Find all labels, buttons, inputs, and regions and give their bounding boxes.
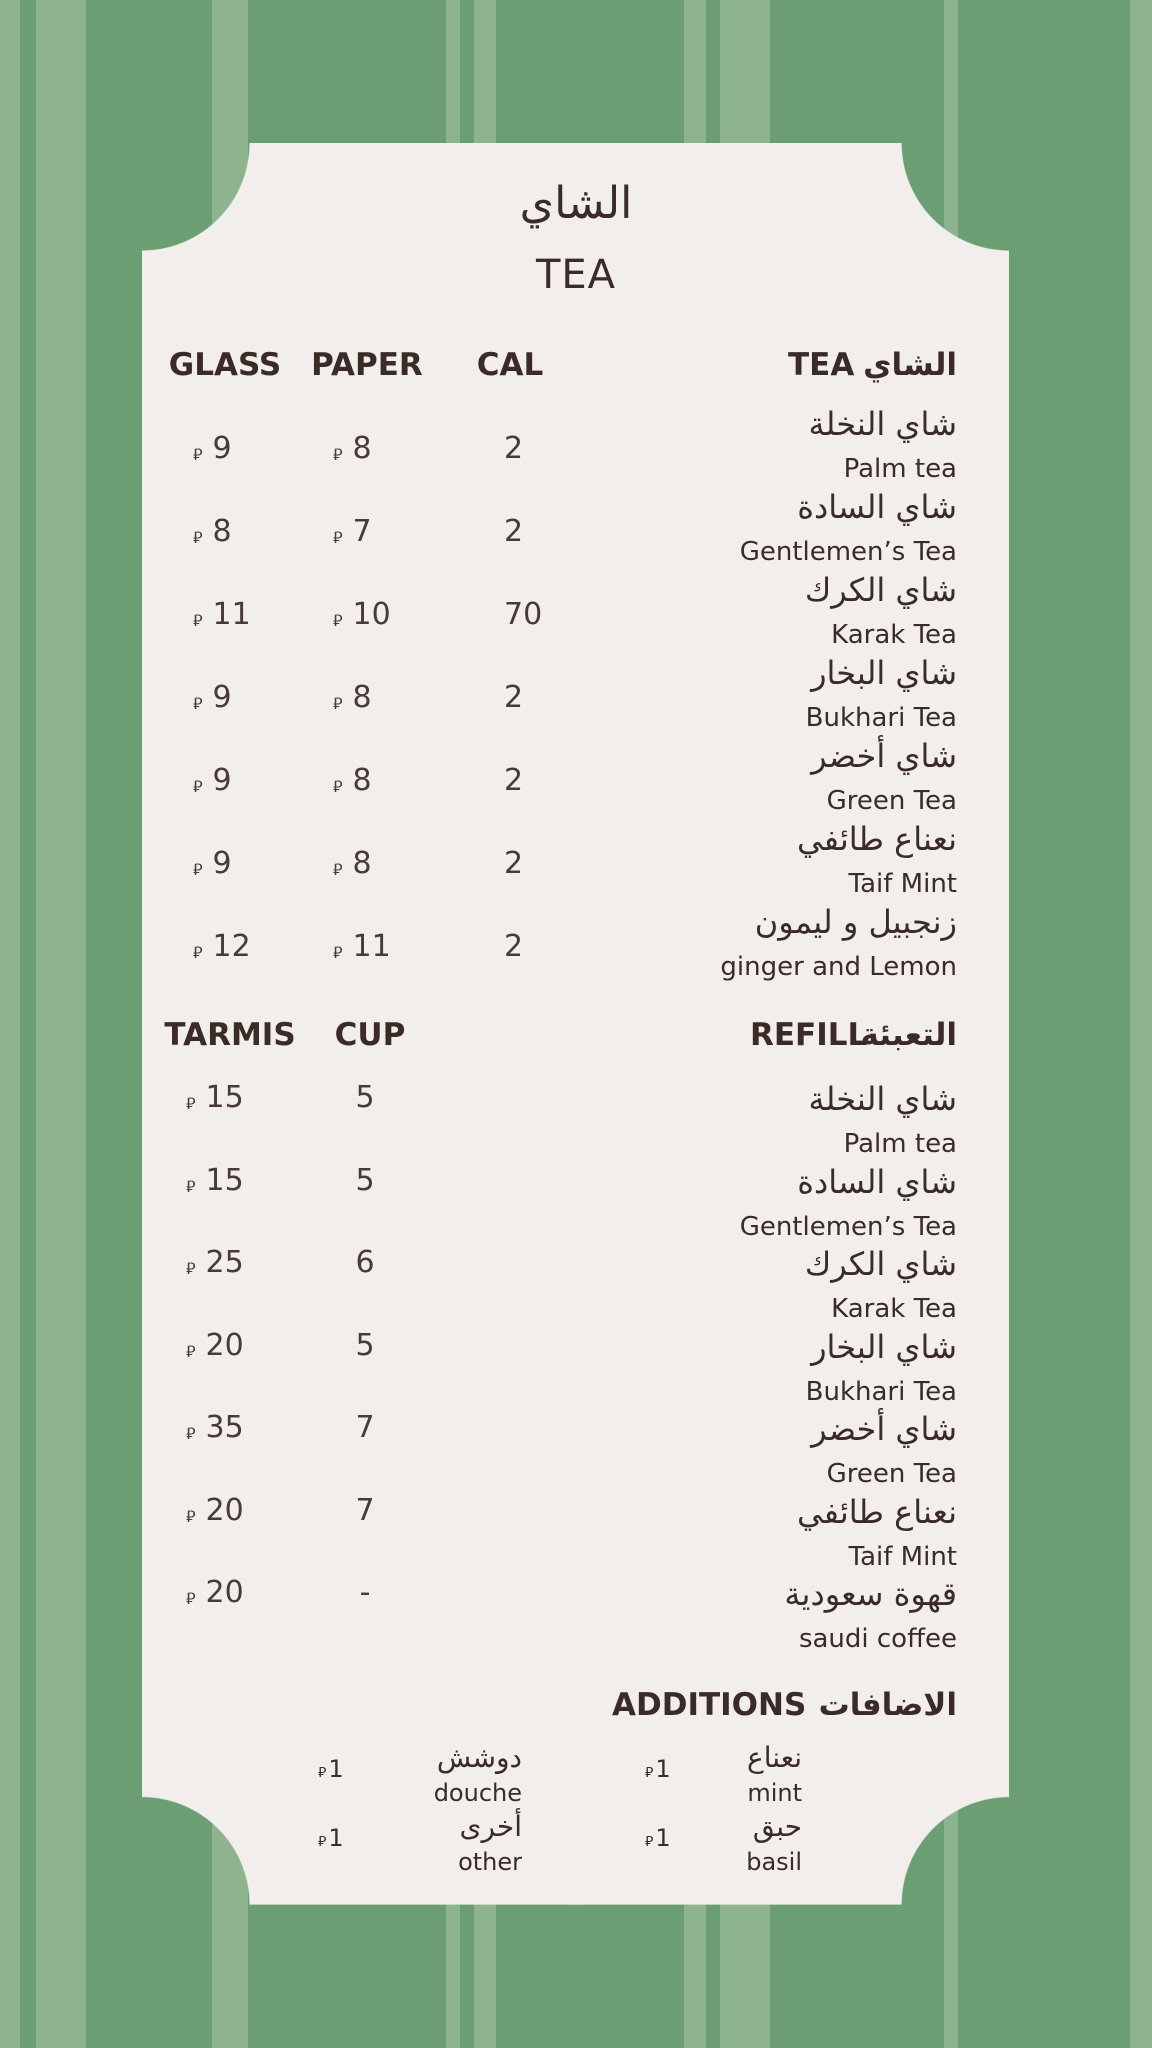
riyal-icon: ⃁ xyxy=(193,694,203,713)
riyal-icon: ⃁ xyxy=(186,1259,196,1278)
riyal-icon: ⃁ xyxy=(318,1765,327,1781)
riyal-icon: ⃁ xyxy=(193,777,203,796)
cup-value: - xyxy=(359,1575,371,1610)
tarmis-price xyxy=(186,1575,244,1610)
item-name-arabic: شاي أخضر xyxy=(811,1410,957,1448)
calories-value: 2 xyxy=(504,846,524,881)
riyal-icon: ⃁ xyxy=(318,1834,327,1850)
stripe xyxy=(0,0,20,2048)
riyal-icon: ⃁ xyxy=(333,694,343,713)
riyal-icon: ⃁ xyxy=(645,1765,654,1781)
glass-price xyxy=(193,929,251,964)
glass-price xyxy=(193,597,251,632)
price-value: 20 xyxy=(205,1492,244,1528)
tarmis-price xyxy=(186,1493,244,1528)
item-name-arabic: نعناع طائفي xyxy=(797,1492,957,1531)
calories-value: 2 xyxy=(504,514,524,549)
section-heading-additions: ADDITIONS xyxy=(612,1687,807,1723)
item-name: Karak Tea xyxy=(831,620,957,650)
item-name: Bukhari Tea xyxy=(805,1376,957,1407)
price-value: 15 xyxy=(205,1080,244,1115)
paper-price xyxy=(333,763,372,798)
item-name-arabic: شاي السادة xyxy=(797,1162,957,1201)
item-name-arabic: شاي الكرك xyxy=(804,571,957,609)
tarmis-price xyxy=(186,1245,244,1280)
addition-name: other xyxy=(458,1848,522,1876)
item-name-arabic: نعناع طائفي xyxy=(797,820,957,858)
price-value: 8 xyxy=(352,431,372,466)
riyal-icon: ⃁ xyxy=(193,860,203,879)
price-value: 11 xyxy=(352,929,391,964)
price-value: 1 xyxy=(655,1824,671,1852)
addition-price xyxy=(318,1824,344,1852)
price-value: 25 xyxy=(205,1245,244,1280)
addition-name-arabic: نعناع xyxy=(747,1741,802,1774)
section-heading-tea: TEA xyxy=(788,347,855,383)
price-value: 1 xyxy=(328,1755,344,1783)
riyal-icon: ⃁ xyxy=(333,445,343,464)
price-value: 20 xyxy=(205,1575,244,1610)
tarmis-price xyxy=(186,1080,244,1115)
item-name-arabic: شاي البخار xyxy=(811,654,957,692)
calories-value: 70 xyxy=(504,597,543,632)
riyal-icon: ⃁ xyxy=(186,1506,196,1526)
price-value: 8 xyxy=(352,846,372,881)
riyal-icon: ⃁ xyxy=(186,1341,196,1361)
price-value: 12 xyxy=(212,929,251,964)
addition-name: mint xyxy=(747,1779,802,1807)
column-header-tarmis: TARMIS xyxy=(164,1017,296,1053)
addition-price xyxy=(318,1755,344,1783)
item-name: Taif Mint xyxy=(848,1541,957,1572)
addition-name-arabic: دوشش xyxy=(436,1741,522,1774)
price-value: 9 xyxy=(212,680,232,715)
price-value: 1 xyxy=(328,1824,344,1852)
riyal-icon: ⃁ xyxy=(333,777,343,796)
glass-price xyxy=(193,763,232,798)
tarmis-price xyxy=(186,1328,244,1363)
glass-price xyxy=(193,514,232,549)
price-value: 10 xyxy=(352,597,391,632)
item-name: ginger and Lemon xyxy=(720,952,957,982)
price-value: 15 xyxy=(205,1162,244,1198)
item-name-arabic: شاي البخار xyxy=(811,1327,957,1366)
addition-price xyxy=(645,1824,671,1852)
calories-value: 2 xyxy=(504,431,524,466)
column-header-cup: CUP xyxy=(334,1017,406,1053)
riyal-icon: ⃁ xyxy=(193,943,203,962)
price-value: 8 xyxy=(212,514,232,549)
item-name: Bukhari Tea xyxy=(805,703,957,733)
glass-price xyxy=(193,431,232,466)
page-title-arabic: الشاي xyxy=(519,178,633,229)
page-title: TEA xyxy=(535,252,617,298)
column-header-cal: CAL xyxy=(476,347,544,383)
calories-value: 2 xyxy=(504,763,524,798)
cup-value: 7 xyxy=(355,1492,375,1528)
riyal-icon: ⃁ xyxy=(186,1424,196,1443)
item-name: saudi coffee xyxy=(798,1624,957,1654)
glass-price xyxy=(193,680,232,715)
stripe xyxy=(36,0,86,2048)
price-value: 9 xyxy=(212,763,232,798)
item-name: Gentlemen’s Tea xyxy=(739,1211,957,1242)
item-name-arabic: شاي الكرك xyxy=(804,1245,957,1283)
cup-value: 5 xyxy=(355,1080,375,1115)
addition-price xyxy=(645,1755,671,1783)
price-value: 11 xyxy=(212,597,251,632)
riyal-icon: ⃁ xyxy=(186,1589,196,1608)
cup-value: 5 xyxy=(355,1162,375,1198)
price-value: 1 xyxy=(655,1755,671,1783)
section-heading-additions-arabic: الاضافات xyxy=(818,1687,957,1723)
item-name-arabic: زنجبيل و ليمون xyxy=(754,903,957,941)
item-name-arabic: شاي النخلة xyxy=(808,1080,957,1118)
riyal-icon: ⃁ xyxy=(186,1176,196,1196)
section-heading-tea-arabic: الشاي xyxy=(863,347,957,383)
price-value: 7 xyxy=(352,514,372,549)
column-header-glass: GLASS xyxy=(168,347,282,383)
paper-price xyxy=(333,680,372,715)
riyal-icon: ⃁ xyxy=(333,860,343,879)
riyal-icon: ⃁ xyxy=(333,943,343,962)
item-name-arabic: قهوة سعودية xyxy=(784,1575,957,1613)
item-name-arabic: شاي أخضر xyxy=(811,737,957,775)
paper-price xyxy=(333,929,391,964)
item-name: Green Tea xyxy=(826,786,957,816)
item-name: Taif Mint xyxy=(848,869,957,899)
tarmis-price xyxy=(186,1163,244,1198)
cup-value: 6 xyxy=(355,1245,375,1280)
column-header-paper: PAPER xyxy=(311,347,423,383)
calories-value: 2 xyxy=(504,929,524,964)
tarmis-price xyxy=(186,1410,244,1445)
paper-price xyxy=(333,514,372,549)
riyal-icon: ⃁ xyxy=(193,528,203,547)
section-heading-refill-arabic: التعبئة xyxy=(860,1017,957,1053)
riyal-icon: ⃁ xyxy=(193,445,203,464)
riyal-icon: ⃁ xyxy=(333,611,343,630)
addition-name: douche xyxy=(433,1779,522,1807)
price-value: 9 xyxy=(212,846,232,881)
item-name: Palm tea xyxy=(843,454,957,484)
riyal-icon: ⃁ xyxy=(186,1094,196,1113)
glass-price xyxy=(193,846,232,881)
item-name-arabic: شاي السادة xyxy=(797,488,957,526)
price-value: 9 xyxy=(212,431,232,466)
item-name: Gentlemen’s Tea xyxy=(739,537,957,567)
addition-name-arabic: أخرى xyxy=(459,1810,522,1843)
paper-price xyxy=(333,431,372,466)
item-name: Karak Tea xyxy=(831,1294,957,1324)
price-value: 20 xyxy=(205,1327,244,1363)
addition-name: basil xyxy=(746,1848,802,1876)
calories-value: 2 xyxy=(504,680,524,715)
item-name-arabic: شاي النخلة xyxy=(808,405,957,443)
item-name: Palm tea xyxy=(843,1129,957,1159)
cup-value: 5 xyxy=(355,1327,375,1363)
riyal-icon: ⃁ xyxy=(645,1834,654,1850)
price-value: 8 xyxy=(352,763,372,798)
item-name: Green Tea xyxy=(826,1459,957,1489)
stripe xyxy=(1130,0,1152,2048)
price-value: 35 xyxy=(205,1410,244,1445)
paper-price xyxy=(333,846,372,881)
cup-value: 7 xyxy=(355,1410,375,1445)
paper-price xyxy=(333,597,391,632)
price-value: 8 xyxy=(352,680,372,715)
riyal-icon: ⃁ xyxy=(333,528,343,547)
addition-name-arabic: حبق xyxy=(752,1810,802,1843)
section-heading-refill: REFILL xyxy=(750,1017,868,1053)
riyal-icon: ⃁ xyxy=(193,611,203,630)
